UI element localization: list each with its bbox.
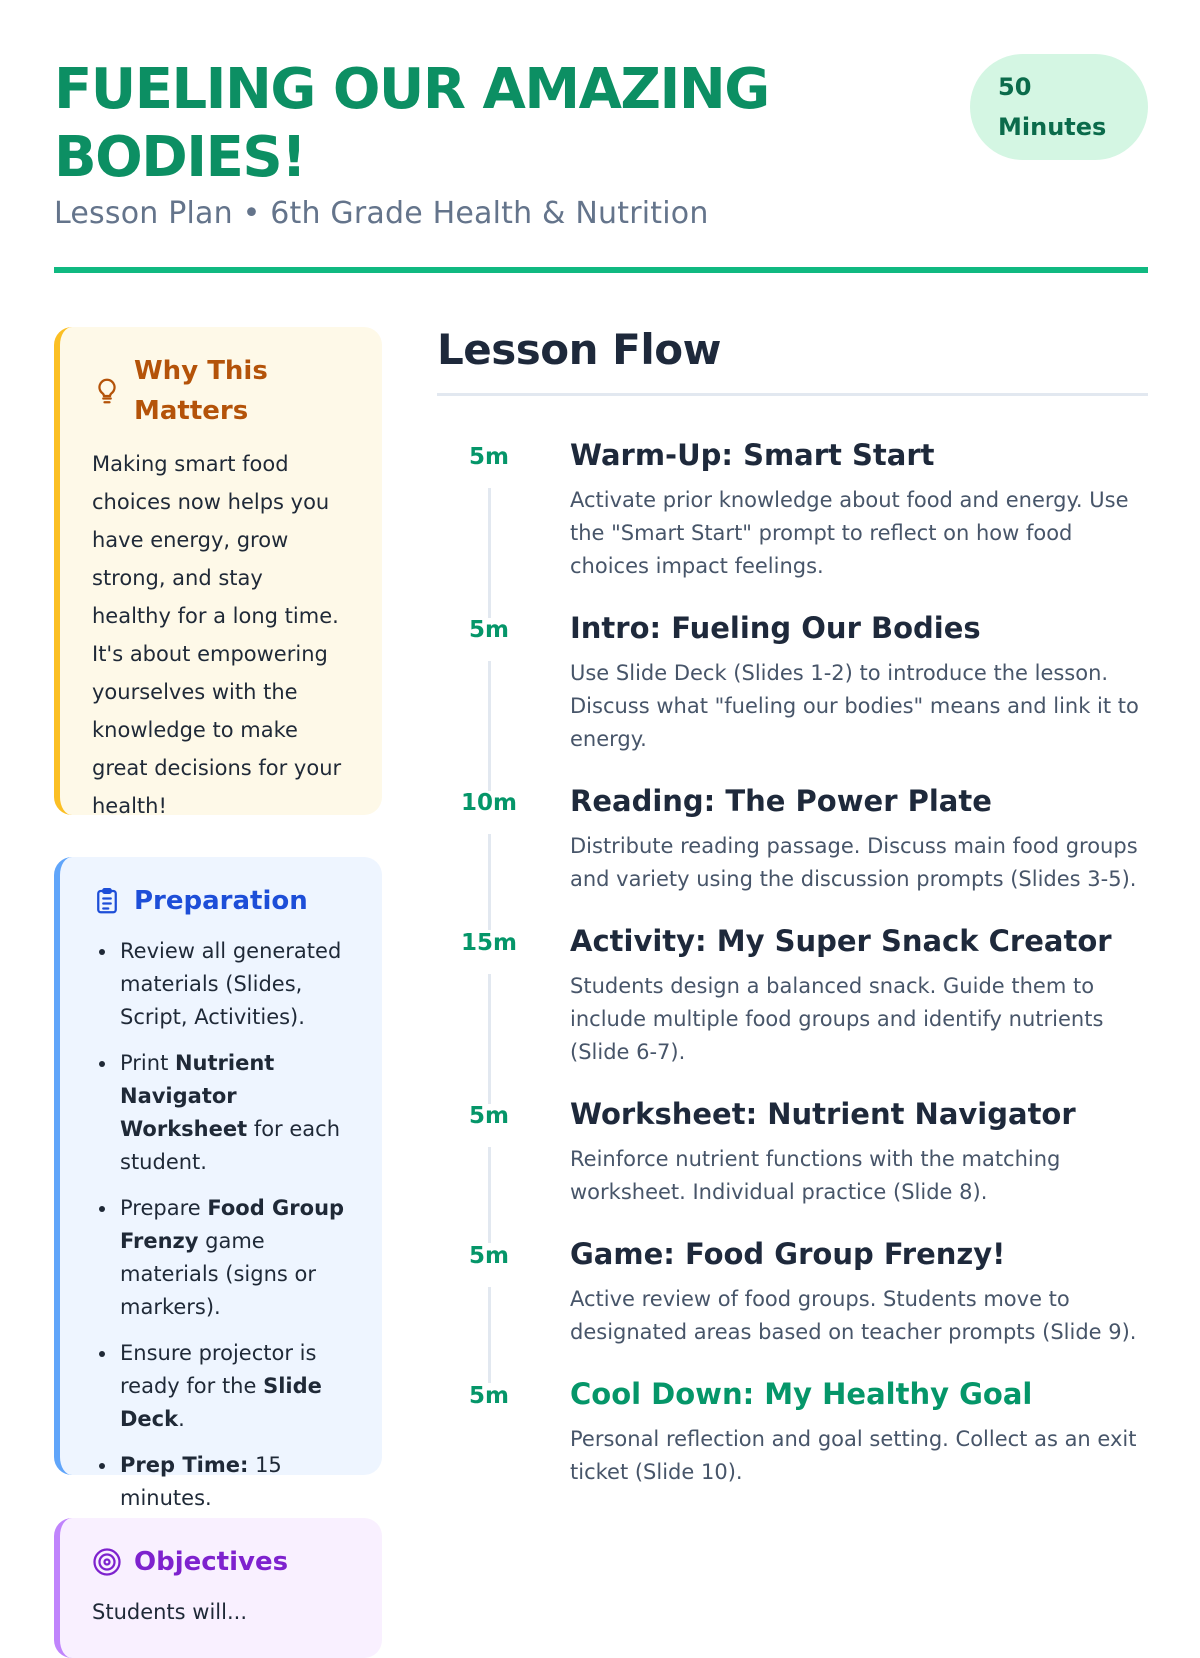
- timeline-line: [488, 974, 491, 1104]
- step-title: Game: Food Group Frenzy!: [570, 1237, 1006, 1271]
- step-title: Cool Down: My Healthy Goal: [570, 1377, 1033, 1411]
- objectives-card: [54, 1518, 382, 1658]
- obj-card-intro: Students will...: [92, 1600, 247, 1624]
- timeline-line: [488, 488, 491, 618]
- timeline-line: [488, 661, 491, 791]
- why-card-title: Why This Matters: [134, 356, 268, 426]
- prep-item: [118, 1337, 358, 1436]
- page-subtitle: Lesson Plan • 6th Grade Health & Nutrition: [54, 196, 709, 231]
- step-title: Activity: My Super Snack Creator: [570, 924, 1112, 958]
- prep-item-emphasis: Nutrient Navigator Worksheet: [120, 1051, 275, 1141]
- step-description: Students design a balanced snack. Guide them to include multiple food groups and identify nutrients (Slide 6-7).: [570, 974, 1104, 1064]
- timeline-line: [488, 834, 491, 930]
- prep-item-emphasis: Slide Deck: [120, 1374, 322, 1431]
- timeline-line: [488, 1147, 491, 1243]
- prep-item: [118, 1047, 358, 1179]
- step-time: 5m: [469, 617, 509, 643]
- step-description: Reinforce nutrient functions with the matching worksheet. Individual practice (Slide 8).: [570, 1147, 1061, 1204]
- step-title: Reading: The Power Plate: [570, 784, 992, 818]
- prep-list: [92, 935, 358, 1515]
- lightbulb-icon: [92, 376, 122, 406]
- prep-item-text: Ensure projector is ready for the: [120, 1341, 317, 1398]
- prep-item-text: for each student.: [120, 1117, 341, 1174]
- step-description: Activate prior knowledge about food and energy. Use the "Smart Start" prompt to reflect on how food choices impact feelings.: [570, 488, 1129, 578]
- step-time: 10m: [461, 790, 517, 816]
- prep-item-text: .: [178, 1407, 185, 1431]
- step-title: Warm-Up: Smart Start: [570, 438, 935, 472]
- step-description: Use Slide Deck (Slides 1-2) to introduce the lesson. Discuss what "fueling our bodies" means and link it to energy.: [570, 661, 1139, 751]
- step-time: 5m: [469, 444, 509, 470]
- header-divider: [54, 267, 1148, 273]
- lesson-flow-title: Lesson Flow: [437, 325, 721, 374]
- lesson-flow-divider: [437, 393, 1148, 396]
- prep-card-header: [92, 881, 358, 921]
- step-title: Worksheet: Nutrient Navigator: [570, 1097, 1076, 1131]
- duration-value: 50: [998, 73, 1032, 101]
- prep-item-text: Review all generated materials (Slides, Script, Activities).: [120, 939, 342, 1029]
- why-card-body: Making smart food choices now helps you have energy, grow strong, and stay healthy for a long time. It's about empowering yourselves with the knowledge to make great decisions for your health!: [92, 452, 342, 818]
- target-icon: [92, 1547, 122, 1577]
- step-description: Personal reflection and goal setting. Collect as an exit ticket (Slide 10).: [570, 1427, 1137, 1484]
- step-description: Distribute reading passage. Discuss main food groups and variety using the discussion prompts (Slides 3-5).: [570, 834, 1138, 891]
- prep-item-text: game materials (signs or markers).: [120, 1229, 316, 1319]
- step-title: Intro: Fueling Our Bodies: [570, 611, 981, 645]
- obj-card-title: Objectives: [134, 1547, 289, 1577]
- prep-item: [118, 1449, 358, 1515]
- prep-item: [118, 1192, 358, 1324]
- prep-card-title: Preparation: [134, 886, 308, 916]
- page-title: FUELING OUR AMAZING BODIES!: [54, 57, 769, 190]
- prep-item-text: 15 minutes.: [120, 1453, 282, 1510]
- prep-item-text: Prepare: [120, 1196, 208, 1220]
- prep-item: [118, 935, 358, 1034]
- preparation-card: [54, 857, 382, 1510]
- step-time: 5m: [469, 1243, 509, 1269]
- duration-unit: Minutes: [998, 113, 1107, 141]
- why-card-header: [92, 351, 358, 431]
- prep-item-emphasis: Prep Time:: [120, 1453, 249, 1477]
- timeline-line: [488, 1287, 491, 1383]
- step-time: 15m: [461, 930, 517, 956]
- step-time: 5m: [469, 1383, 509, 1409]
- why-this-matters-card: [54, 327, 382, 818]
- step-description: Active review of food groups. Students move to designated areas based on teacher prompts (Slide 9).: [570, 1287, 1137, 1344]
- step-time: 5m: [469, 1103, 509, 1129]
- clipboard-icon: [92, 886, 122, 916]
- prep-item-text: Print: [120, 1051, 175, 1075]
- obj-card-header: [92, 1542, 358, 1582]
- duration-badge: [970, 54, 1148, 160]
- prep-item-emphasis: Food Group Frenzy: [120, 1196, 345, 1253]
